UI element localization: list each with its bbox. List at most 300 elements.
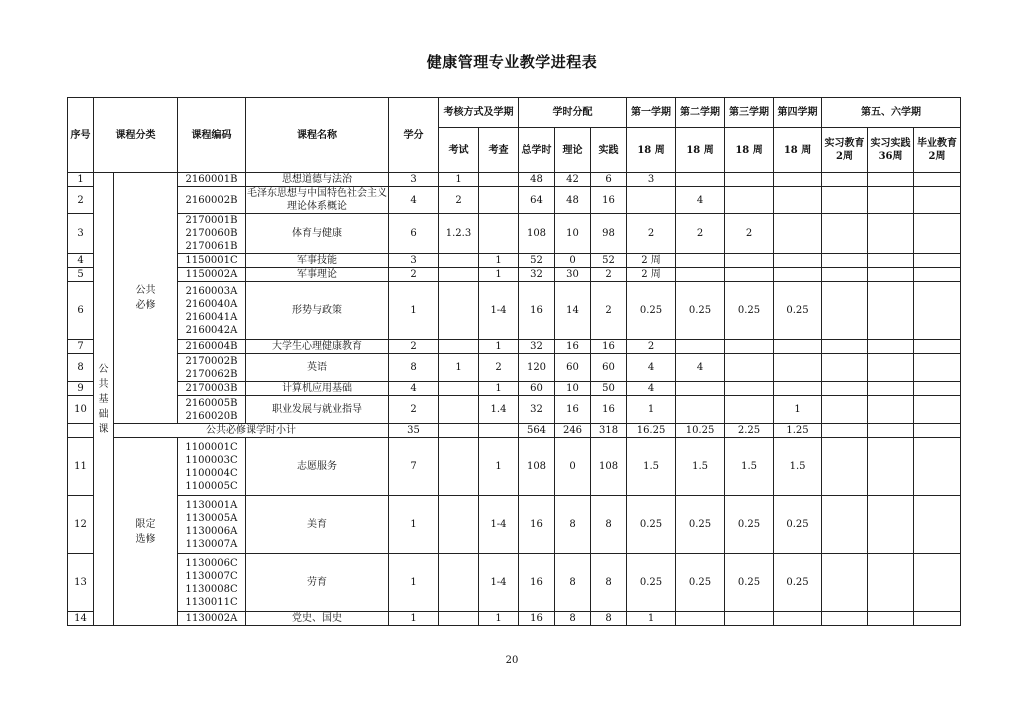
cell-total: 120 [519,354,555,382]
subtotal-theory: 246 [555,424,591,438]
cell-total: 64 [519,187,555,214]
cell-s3 [725,382,774,396]
subtotal-s4: 1.25 [774,424,822,438]
course-code: 1130006A [185,525,238,537]
table-row [68,214,961,254]
cell-s4 [774,340,822,354]
row-no: 10 [68,396,94,424]
cell-s3 [725,173,774,187]
cell-s2 [676,396,725,424]
cell-check: 1-4 [479,496,519,554]
cell-s4 [774,382,822,396]
cell-check: 1 [479,254,519,268]
cell-s1: 2 周 [627,254,676,268]
cell-exam [439,340,479,354]
cell-s1: 0.25 [627,496,676,554]
cell-theory: 16 [555,396,591,424]
cell-empty [868,254,914,268]
cell-credit: 2 [389,340,439,354]
cell-empty [822,214,868,254]
course-code: 2170061B [185,241,238,252]
cell-empty [439,424,479,438]
cell-check: 2 [479,354,519,382]
cell-s2 [676,382,725,396]
subtotal-s3: 2.25 [725,424,774,438]
cell-practice: 6 [591,173,627,187]
header-sem2: 第二学期 [676,98,725,128]
table-row [68,612,961,626]
row-no: 4 [68,254,94,268]
cell-empty [479,424,519,438]
cell-s1: 0.25 [627,282,676,340]
table-row [68,496,961,554]
cell-check: 1-4 [479,554,519,612]
table-row [68,340,961,354]
header-sem56: 第五、六学期 [822,98,961,128]
subtotal-label: 公共必修课学时小计 [114,424,389,438]
course-codes [178,438,246,496]
cell-practice: 8 [591,554,627,612]
subtotal-s1: 16.25 [627,424,676,438]
course-name: 劳育 [246,554,389,612]
cell-exam: 2 [439,187,479,214]
course-code: 1130011C [185,596,238,608]
header-name: 课程名称 [246,98,389,173]
course-code: 1130001A [185,499,238,511]
cell-s3 [725,187,774,214]
cell-empty [914,268,961,282]
cell-s2 [676,173,725,187]
course-code: 2170001B [185,215,238,226]
cell-total: 32 [519,396,555,424]
course-codes [178,612,246,626]
table-row [68,268,961,282]
cell-exam: 1 [439,173,479,187]
cell-s1: 4 [627,382,676,396]
course-codes [178,268,246,282]
cell-practice: 2 [591,268,627,282]
course-codes [178,173,246,187]
course-code: 2160020B [185,410,238,422]
cell-credit: 7 [389,438,439,496]
cell-theory: 8 [555,612,591,626]
cell-empty [822,396,868,424]
course-code: 2160004B [185,341,238,352]
cell-empty [822,612,868,626]
cell-credit: 1 [389,496,439,554]
cell-credit: 2 [389,396,439,424]
cell-theory: 8 [555,496,591,554]
table-row [68,254,961,268]
cell-s4 [774,612,822,626]
cell-s2 [676,268,725,282]
cell-total: 108 [519,438,555,496]
category-elective: 限定 选修 [114,438,178,626]
row-no: 13 [68,554,94,612]
cell-s1 [627,187,676,214]
course-code: 1100005C [185,480,238,492]
cell-credit: 3 [389,173,439,187]
course-name: 大学生心理健康教育 [246,340,389,354]
cell-practice: 60 [591,354,627,382]
cell-practice: 98 [591,214,627,254]
row-no: 9 [68,382,94,396]
cell-s3 [725,254,774,268]
course-code: 1100001C [185,441,238,453]
cell-empty [868,282,914,340]
cell-s1: 0.25 [627,554,676,612]
cell-total: 16 [519,612,555,626]
row-no: 3 [68,214,94,254]
row-no: 12 [68,496,94,554]
cell-s2: 0.25 [676,282,725,340]
header-seq: 序号 [68,98,94,173]
course-code: 1130005A [185,512,238,524]
cell-check: 1-4 [479,282,519,340]
cell-s1: 4 [627,354,676,382]
header-hours: 学时分配 [519,98,627,128]
course-name: 英语 [246,354,389,382]
cell-check: 1 [479,438,519,496]
cell-empty [914,214,961,254]
cell-s2: 4 [676,187,725,214]
cell-credit: 4 [389,382,439,396]
header-weeks-1: 18 周 [627,128,676,173]
course-code: 2160001B [185,174,238,185]
cell-empty [868,382,914,396]
cell-theory: 0 [555,254,591,268]
cell-s1: 1.5 [627,438,676,496]
course-name: 体育与健康 [246,214,389,254]
cell-s3 [725,612,774,626]
cell-exam [439,268,479,282]
cell-check [479,187,519,214]
cell-empty [868,554,914,612]
cell-empty [914,187,961,214]
cell-s3: 2 [725,214,774,254]
header-internship: 实习教育2周 [822,128,868,173]
course-name: 职业发展与就业指导 [246,396,389,424]
cell-s4 [774,214,822,254]
course-code: 2160041A [185,311,238,323]
table-row [68,282,961,340]
subtotal-credit: 35 [389,424,439,438]
cell-s1: 1 [627,612,676,626]
course-code: 2170003B [185,383,238,394]
cell-empty [868,396,914,424]
row-no: 5 [68,268,94,282]
course-name: 党史、国史 [246,612,389,626]
cell-exam [439,254,479,268]
category-outer: 公 共 基 础 课 [94,173,114,626]
subtotal-s2: 10.25 [676,424,725,438]
cell-total: 16 [519,496,555,554]
cell-practice: 16 [591,340,627,354]
course-name: 形势与政策 [246,282,389,340]
cell-empty [868,438,914,496]
course-name: 美育 [246,496,389,554]
cell-s2: 1.5 [676,438,725,496]
header-practice36: 实习实践36周 [868,128,914,173]
page-title: 健康管理专业教学进程表 [426,53,598,71]
cell-empty [914,340,961,354]
cell-practice: 2 [591,282,627,340]
cell-exam [439,396,479,424]
table-row [68,438,961,496]
cell-total: 60 [519,382,555,396]
cell-s2 [676,254,725,268]
cell-theory: 0 [555,438,591,496]
cell-empty [868,496,914,554]
cell-theory: 30 [555,268,591,282]
cell-exam [439,612,479,626]
cell-check: 1 [479,268,519,282]
cell-credit: 1 [389,612,439,626]
cell-theory: 10 [555,214,591,254]
course-code: 1150002A [185,269,238,280]
cell-check: 1 [479,382,519,396]
cell-practice: 16 [591,187,627,214]
subtotal-seq-blank [68,424,94,438]
cell-empty [914,173,961,187]
cell-empty [868,612,914,626]
cell-s2 [676,612,725,626]
cell-empty [914,424,961,438]
cell-s4 [774,254,822,268]
course-code: 2160003A [185,285,238,297]
cell-practice: 8 [591,612,627,626]
header-assess: 考核方式及学期 [439,98,519,128]
cell-practice: 108 [591,438,627,496]
cell-credit: 2 [389,268,439,282]
cell-empty [914,554,961,612]
cell-exam: 1.2.3 [439,214,479,254]
cell-s3 [725,340,774,354]
course-code: 1130007C [185,570,238,582]
cell-total: 16 [519,554,555,612]
header-category: 课程分类 [94,98,178,173]
cell-empty [822,340,868,354]
header-credit: 学分 [389,98,439,173]
course-codes [178,282,246,340]
cell-empty [822,173,868,187]
cell-practice: 50 [591,382,627,396]
cell-empty [822,496,868,554]
cell-empty [868,214,914,254]
cell-empty [822,424,868,438]
course-name: 志愿服务 [246,438,389,496]
header-practice: 实践 [591,128,627,173]
cell-credit: 3 [389,254,439,268]
cell-theory: 60 [555,354,591,382]
course-name: 军事技能 [246,254,389,268]
subtotal-practice: 318 [591,424,627,438]
cell-s3: 0.25 [725,282,774,340]
cell-s2: 0.25 [676,496,725,554]
cell-s4: 0.25 [774,282,822,340]
cell-check: 1 [479,340,519,354]
cell-s4 [774,268,822,282]
cell-empty [822,187,868,214]
table-body [68,173,961,626]
page-number: 20 [505,655,519,666]
course-code: 2170002B [185,355,238,367]
cell-credit: 6 [389,214,439,254]
header-grad: 毕业教育2周 [914,128,961,173]
cell-empty [914,396,961,424]
cell-empty [822,382,868,396]
course-code: 1150001C [185,255,238,266]
cell-s3 [725,396,774,424]
cell-s2: 4 [676,354,725,382]
cell-empty [914,282,961,340]
header-total: 总学时 [519,128,555,173]
cell-empty [822,554,868,612]
course-code: 1100004C [185,467,238,479]
cell-credit: 1 [389,282,439,340]
course-codes [178,340,246,354]
header-sem4: 第四学期 [774,98,822,128]
cell-total: 32 [519,268,555,282]
course-codes [178,554,246,612]
cell-empty [868,268,914,282]
course-codes [178,214,246,254]
cell-empty [868,173,914,187]
cell-s4 [774,354,822,382]
header-exam: 考试 [439,128,479,173]
cell-empty [868,424,914,438]
row-no: 7 [68,340,94,354]
cell-credit: 8 [389,354,439,382]
cell-s4: 0.25 [774,554,822,612]
cell-s2: 0.25 [676,554,725,612]
row-no: 8 [68,354,94,382]
header-code: 课程编码 [178,98,246,173]
course-code: 2160040A [185,298,238,310]
row-no: 1 [68,173,94,187]
header-theory: 理论 [555,128,591,173]
cell-check [479,214,519,254]
table-row [68,554,961,612]
row-no: 6 [68,282,94,340]
cell-exam [439,282,479,340]
cell-theory: 48 [555,187,591,214]
cell-s4: 1.5 [774,438,822,496]
course-codes [178,496,246,554]
header-weeks-4: 18 周 [774,128,822,173]
cell-empty [822,354,868,382]
course-code: 1100003C [185,454,238,466]
cell-s1: 2 [627,340,676,354]
header-weeks-3: 18 周 [725,128,774,173]
course-code: 1130002A [185,613,238,624]
row-no: 14 [68,612,94,626]
teaching-schedule-table [67,97,961,626]
course-codes [178,354,246,382]
cell-empty [914,254,961,268]
cell-empty [822,282,868,340]
cell-s1: 2 [627,214,676,254]
course-name: 毛泽东思想与中国特色社会主义理论体系概论 [247,188,387,212]
header-weeks-2: 18 周 [676,128,725,173]
cell-s2 [676,340,725,354]
cell-empty [914,496,961,554]
row-no: 2 [68,187,94,214]
cell-check [479,173,519,187]
cell-total: 16 [519,282,555,340]
cell-exam [439,382,479,396]
cell-credit: 1 [389,554,439,612]
cell-total: 108 [519,214,555,254]
cell-total: 32 [519,340,555,354]
cell-s3: 0.25 [725,554,774,612]
cell-theory: 16 [555,340,591,354]
header-sem1: 第一学期 [627,98,676,128]
category-required: 公共 必修 [114,173,178,424]
cell-exam [439,496,479,554]
cell-empty [822,268,868,282]
cell-empty [914,612,961,626]
course-code: 2160042A [185,324,238,336]
cell-practice: 8 [591,496,627,554]
cell-empty [914,438,961,496]
course-codes [178,254,246,268]
course-name: 思想道德与法治 [246,173,389,187]
course-codes [178,396,246,424]
course-code: 2160002B [185,194,238,206]
cell-total: 52 [519,254,555,268]
header-check: 考查 [479,128,519,173]
table-row [68,354,961,382]
cell-credit: 4 [389,187,439,214]
table-row [68,187,961,214]
course-code: 2160005B [185,397,238,409]
cell-s4: 0.25 [774,496,822,554]
cell-s3 [725,354,774,382]
cell-empty [868,187,914,214]
cell-s4 [774,173,822,187]
cell-practice: 52 [591,254,627,268]
cell-exam [439,554,479,612]
cell-theory: 10 [555,382,591,396]
cell-s4 [774,187,822,214]
cell-theory: 14 [555,282,591,340]
cell-check: 1.4 [479,396,519,424]
header-sem3: 第三学期 [725,98,774,128]
cell-empty [822,254,868,268]
course-code: 1130007A [185,538,238,550]
subtotal-row [68,424,961,438]
course-code: 2170062B [185,368,238,380]
course-code: 1130008C [185,583,238,595]
cell-s1: 3 [627,173,676,187]
cell-theory: 42 [555,173,591,187]
course-codes [178,187,246,214]
course-codes [178,382,246,396]
cell-empty [822,438,868,496]
cell-s2: 2 [676,214,725,254]
table-row [68,396,961,424]
row-no: 11 [68,438,94,496]
cell-s3 [725,268,774,282]
cell-s1: 1 [627,396,676,424]
cell-s4: 1 [774,396,822,424]
cell-total: 48 [519,173,555,187]
cell-empty [914,382,961,396]
cell-check: 1 [479,612,519,626]
table-row [68,173,961,187]
cell-theory: 8 [555,554,591,612]
